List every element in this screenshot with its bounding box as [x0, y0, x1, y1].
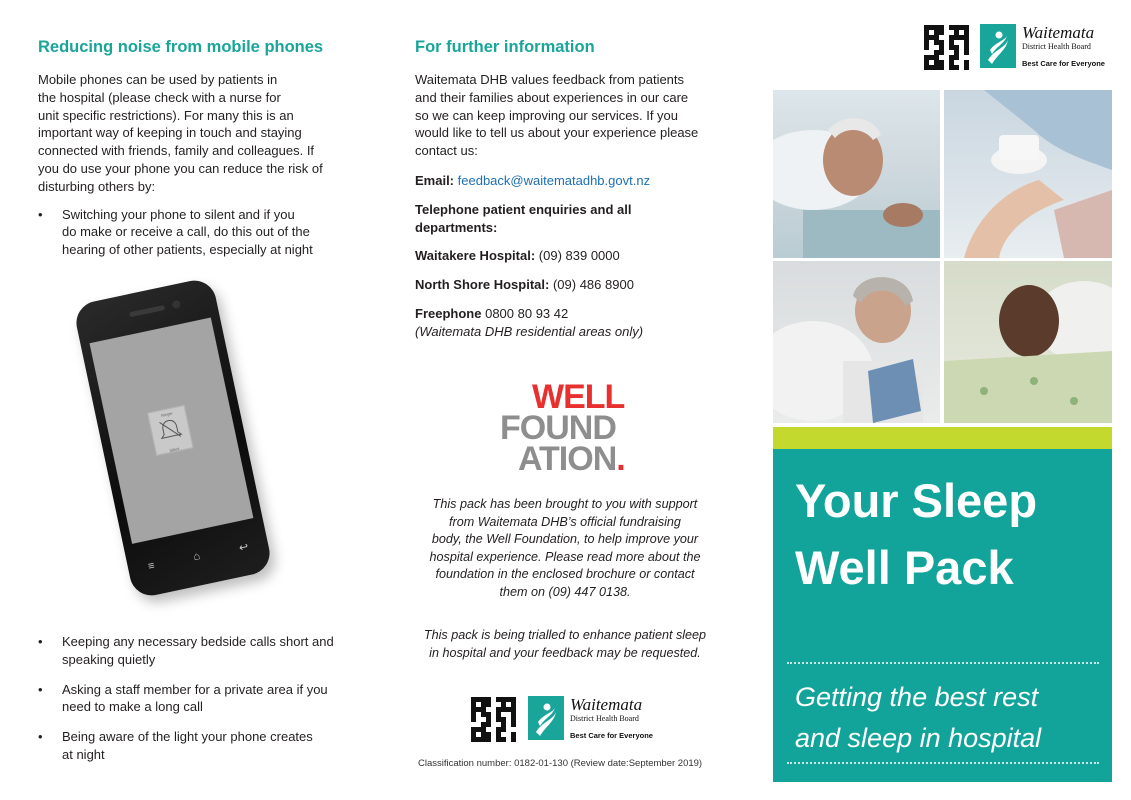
well-logo-line: ATION: [518, 440, 617, 478]
notification-text: Ringer: [160, 410, 174, 418]
smartphone-illustration: [60, 282, 260, 612]
intro-line: unit specific restrictions). For many this is an: [38, 107, 294, 123]
whb-name: Waitemata: [570, 695, 643, 714]
trial-line: in hospital and your feedback may be requested.: [429, 645, 701, 660]
column-further-information: [415, 38, 725, 341]
photo-hands-cup: [944, 90, 1112, 258]
back-icon: ↩: [238, 540, 250, 555]
menu-icon: ≡: [146, 559, 156, 573]
bullet-list-top: [38, 206, 343, 259]
freephone-number: 0800 80 93 42: [485, 305, 569, 321]
phone-screen: [89, 318, 253, 544]
qr-code-top: [924, 25, 969, 70]
waitakere-row: [415, 247, 725, 265]
freephone-label: Freephone: [415, 305, 482, 321]
cover-subtitle: [795, 677, 1041, 759]
well-logo-line: FOUND: [500, 409, 616, 447]
home-icon: ⌂: [192, 550, 202, 564]
support-line: foundation in the enclosed brochure or contact: [435, 567, 695, 582]
northshore-label: North Shore Hospital:: [415, 277, 550, 293]
heading-mobile-phones: Reducing noise from mobile phones: [38, 38, 324, 56]
photo-elderly-man-sleeping: [773, 90, 940, 258]
bullet-line: • Keeping any necessary bedside calls short and: [62, 634, 334, 649]
freephone-row: [415, 305, 725, 341]
support-line: body, the Well Foundation, to help improve your: [431, 532, 699, 547]
whb-subtitle: District Health Board: [570, 714, 639, 723]
qr-code-icon: [471, 697, 516, 742]
waitemata-logo-bottom: [528, 696, 653, 740]
qr-code-bottom: [471, 697, 516, 742]
telephone-heading: [415, 201, 725, 237]
heading-further-info: For further information: [415, 38, 595, 56]
email-row: [415, 172, 725, 190]
intro-line: and their families about experiences in our care: [415, 89, 689, 105]
classification-number: Classification number: 0182-01-130 (Review date:September 2019): [418, 758, 703, 769]
phone-softkeys: [127, 536, 269, 578]
intro-line: important way of keeping in touch and staying: [38, 125, 302, 141]
bullet-line: need to make a long call: [62, 699, 203, 715]
qr-code-icon: [924, 25, 969, 70]
intro-line: connected with friends, family and colleagues. If: [38, 143, 315, 159]
photo-man-sleeping: [944, 261, 1112, 423]
bullet-item: [38, 206, 343, 259]
whb-tagline: Best Care for Everyone: [1022, 59, 1105, 68]
whb-mark-icon: [980, 24, 1016, 68]
support-line: hospital experience. Please read more about the: [429, 549, 701, 564]
photo-woman-reading: [773, 261, 940, 423]
trial-paragraph: [405, 627, 725, 662]
feedback-intro: [415, 71, 725, 160]
subtitle-line: and sleep in hospital: [795, 723, 1042, 753]
intro-line: contact us:: [415, 143, 478, 159]
intro-line: would like to tell us about your experience please: [415, 125, 699, 141]
lime-accent-bar: [773, 427, 1112, 449]
telephone-heading-line: departments:: [415, 219, 498, 235]
email-label: Email:: [415, 172, 455, 188]
column-mobile-phones: [38, 38, 343, 259]
bullet-line: do make or receive a call, do this out of the: [62, 224, 310, 240]
phone-camera: [172, 300, 181, 309]
intro-line: the hospital (please check with a nurse for: [38, 89, 281, 105]
subtitle-line: Getting the best rest: [795, 682, 1039, 712]
dotted-divider: [787, 762, 1099, 764]
silent-notification: [147, 405, 193, 456]
bullet-list-bottom: [38, 633, 348, 764]
well-logo-line: WELL: [532, 378, 625, 416]
intro-line: disturbing others by:: [38, 178, 156, 194]
waitakere-label: Waitakere Hospital:: [415, 248, 536, 264]
bullet-line: hearing of other patients, especially at night: [62, 242, 313, 258]
cover-title-panel: [773, 449, 1112, 782]
support-line: This pack has been brought to you with support: [432, 497, 698, 511]
northshore-row: [415, 276, 725, 294]
intro-line: so we can keep improving our services. If you: [415, 107, 679, 123]
dotted-divider: [787, 662, 1099, 664]
whb-subtitle: District Health Board: [1022, 42, 1091, 51]
bullet-line: at night: [62, 746, 105, 762]
bullet-line: speaking quietly: [62, 651, 156, 667]
well-foundation-logo: [500, 378, 640, 478]
mobile-intro: [38, 71, 343, 196]
whb-tagline: Best Care for Everyone: [570, 731, 653, 740]
notification-text: Silent: [168, 445, 180, 453]
bullet-line: • Switching your phone to silent and if you: [62, 206, 295, 222]
support-line: them on (09) 447 0138.: [499, 584, 631, 599]
intro-line: Mobile phones can be used by patients in: [38, 72, 278, 87]
whb-mark-icon: [528, 696, 564, 740]
title-line: Your Sleep: [795, 474, 1038, 527]
cover-title: [795, 467, 1037, 601]
phone-speaker: [129, 305, 165, 317]
intro-line: Waitemata DHB values feedback from patients: [415, 72, 685, 87]
bullet-item: [38, 728, 348, 764]
support-line: from Waitemata DHB’s official fundraising: [449, 514, 681, 529]
email-link[interactable]: feedback@waitematadhb.govt.nz: [457, 172, 651, 188]
well-logo-dot: .: [616, 440, 625, 478]
phone-body: [72, 277, 273, 600]
bullet-line: • Being aware of the light your phone creates: [62, 729, 313, 745]
whb-name: Waitemata: [1022, 23, 1095, 42]
title-line: Well Pack: [795, 541, 1014, 594]
bullet-item: [38, 633, 348, 669]
bullet-item: [38, 681, 348, 717]
northshore-number: (09) 486 8900: [552, 277, 634, 293]
bullet-line: • Asking a staff member for a private area if you: [62, 681, 328, 697]
intro-line: you do use your phone you can reduce the risk of: [38, 160, 323, 176]
waitakere-number: (09) 839 0000: [538, 248, 620, 264]
telephone-heading-line: Telephone patient enquiries and all: [415, 201, 632, 217]
support-paragraph: [405, 496, 725, 602]
freephone-note: (Waitemata DHB residential areas only): [415, 323, 644, 339]
waitemata-logo-top: [980, 24, 1105, 68]
trial-line: This pack is being trialled to enhance patient sleep: [423, 628, 707, 642]
